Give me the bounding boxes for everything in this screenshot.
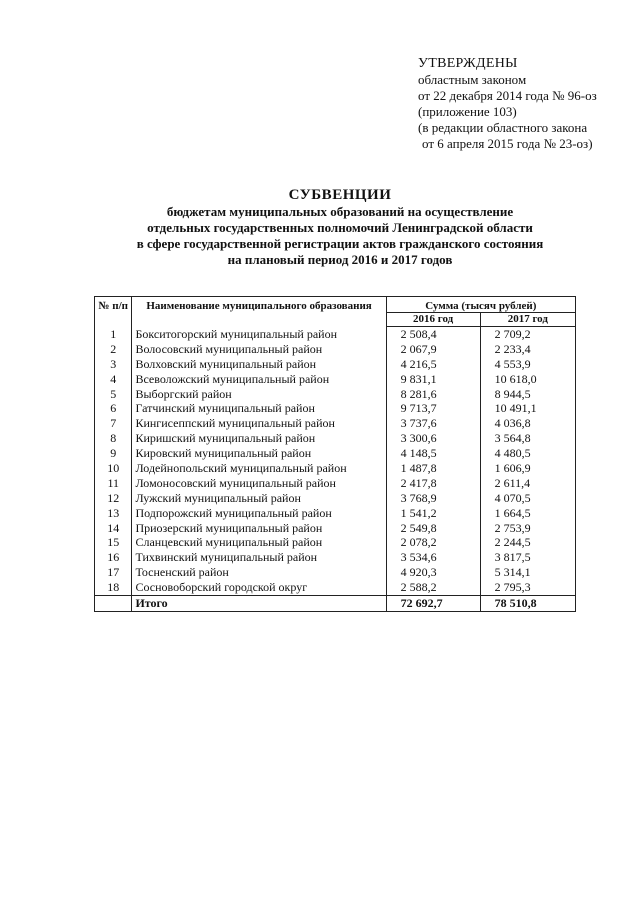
row-value-2016: 2 417,8: [386, 476, 480, 491]
row-value-2017: 4 070,5: [480, 491, 575, 506]
approval-line: от 6 апреля 2015 года № 23-оз): [422, 136, 593, 151]
row-municipality-name: Сосновоборский городской округ: [132, 580, 386, 595]
row-value-2016: 3 768,9: [386, 491, 480, 506]
table-row: [95, 327, 576, 342]
header-sum: [386, 297, 575, 313]
row-number: 4: [95, 372, 132, 387]
document-subtitle-line: бюджетам муниципальных образований на осуществление: [166, 204, 514, 219]
total-2016: 72 692,7: [386, 596, 480, 612]
total-label: Итого: [132, 596, 386, 612]
row-value-2016: 4 920,3: [386, 565, 480, 580]
document-title: СУБВЕНЦИИ: [288, 187, 392, 203]
row-municipality-name: Бокситогорский муниципальный район: [132, 327, 386, 342]
row-value-2016: 2 508,4: [386, 327, 480, 342]
header-name-label: Наименование муниципального образования: [146, 300, 372, 312]
row-value-2017: 2 611,4: [480, 476, 575, 491]
row-value-2017: 2 233,4: [480, 342, 575, 357]
row-value-2016: 2 067,9: [386, 342, 480, 357]
row-value-2016: 9 713,7: [386, 401, 480, 416]
table-row: [95, 401, 576, 416]
row-number: 10: [95, 461, 132, 476]
row-number: 13: [95, 506, 132, 521]
row-municipality-name: Тосненский район: [132, 565, 386, 580]
row-number: 17: [95, 565, 132, 580]
row-value-2017: 4 036,8: [480, 416, 575, 431]
table-row: [95, 461, 576, 476]
row-municipality-name: Тихвинский муниципальный район: [132, 550, 386, 565]
total-number-cell: [95, 596, 132, 612]
table-row: [95, 535, 576, 550]
row-value-2016: 4 148,5: [386, 446, 480, 461]
table-row: [95, 431, 576, 446]
row-value-2017: 10 491,1: [480, 401, 575, 416]
row-value-2017: 8 944,5: [480, 387, 575, 402]
row-number: 14: [95, 521, 132, 536]
row-value-2016: 2 078,2: [386, 535, 480, 550]
table-row: [95, 372, 576, 387]
header-year-2017: 2017 год: [480, 313, 575, 327]
row-number: 1: [95, 327, 132, 342]
row-value-2017: 5 314,1: [480, 565, 575, 580]
row-municipality-name: Гатчинский муниципальный район: [132, 401, 386, 416]
row-municipality-name: Приозерский муниципальный район: [132, 521, 386, 536]
approval-line: (в редакции областного закона: [418, 120, 588, 135]
row-value-2017: 2 709,2: [480, 327, 575, 342]
table-row: [95, 476, 576, 491]
row-value-2017: 2 753,9: [480, 521, 575, 536]
row-value-2017: 3 564,8: [480, 431, 575, 446]
row-municipality-name: Ломоносовский муниципальный район: [132, 476, 386, 491]
row-number: 15: [95, 535, 132, 550]
row-value-2017: 1 664,5: [480, 506, 575, 521]
header-number-label: № п/п: [98, 300, 128, 312]
row-value-2017: 2 795,3: [480, 580, 575, 595]
table-row: [95, 521, 576, 536]
row-number: 16: [95, 550, 132, 565]
header-sum-label: Сумма (тысяч рублей): [425, 300, 537, 312]
row-municipality-name: Лодейнопольский муниципальный район: [132, 461, 386, 476]
table-row: [95, 506, 576, 521]
table-row: [95, 550, 576, 565]
row-value-2016: 9 831,1: [386, 372, 480, 387]
total-2017: 78 510,8: [480, 596, 575, 612]
row-number: 18: [95, 580, 132, 595]
total-row: [95, 596, 576, 612]
row-number: 9: [95, 446, 132, 461]
header-name: [132, 297, 386, 327]
row-value-2017: 10 618,0: [480, 372, 575, 387]
table-row: [95, 580, 576, 595]
row-municipality-name: Волосовский муниципальный район: [132, 342, 386, 357]
row-value-2016: 3 737,6: [386, 416, 480, 431]
row-number: 6: [95, 401, 132, 416]
document-subtitle-line: отдельных государственных полномочий Ленинградской области: [147, 220, 533, 235]
table-row: [95, 357, 576, 372]
row-value-2016: 8 281,6: [386, 387, 480, 402]
row-municipality-name: Подпорожский муниципальный район: [132, 506, 386, 521]
row-number: 11: [95, 476, 132, 491]
row-municipality-name: Кировский муниципальный район: [132, 446, 386, 461]
table-row: [95, 446, 576, 461]
row-municipality-name: Выборгский район: [132, 387, 386, 402]
row-number: 12: [95, 491, 132, 506]
approval-heading: УТВЕРЖДЕНЫ: [418, 56, 518, 71]
row-value-2016: 1 541,2: [386, 506, 480, 521]
row-value-2016: 3 534,6: [386, 550, 480, 565]
table-row: [95, 387, 576, 402]
subsidies-table: [94, 296, 576, 612]
document-subtitle-line: в сфере государственной регистрации актов гражданского состояния: [136, 236, 544, 251]
document-subtitle-line: на плановый период 2016 и 2017 годов: [227, 252, 453, 267]
row-number: 7: [95, 416, 132, 431]
row-number: 8: [95, 431, 132, 446]
row-value-2017: 2 244,5: [480, 535, 575, 550]
row-number: 5: [95, 387, 132, 402]
header-number: [95, 297, 132, 327]
row-value-2017: 3 817,5: [480, 550, 575, 565]
row-value-2017: 4 480,5: [480, 446, 575, 461]
row-municipality-name: Кингисеппский муниципальный район: [132, 416, 386, 431]
table-row: [95, 416, 576, 431]
row-value-2016: 2 588,2: [386, 580, 480, 595]
table-row: [95, 342, 576, 357]
row-value-2016: 3 300,6: [386, 431, 480, 446]
row-number: 3: [95, 357, 132, 372]
approval-line: (приложение 103): [418, 104, 517, 119]
row-municipality-name: Всеволожский муниципальный район: [132, 372, 386, 387]
row-municipality-name: Лужский муниципальный район: [132, 491, 386, 506]
approval-stamp: [418, 56, 597, 152]
approval-line: от 22 декабря 2014 года № 96-оз: [418, 88, 597, 103]
header-year-2016: 2016 год: [386, 313, 480, 327]
row-value-2016: 2 549,8: [386, 521, 480, 536]
row-municipality-name: Волховский муниципальный район: [132, 357, 386, 372]
row-value-2017: 1 606,9: [480, 461, 575, 476]
row-value-2016: 4 216,5: [386, 357, 480, 372]
row-value-2017: 4 553,9: [480, 357, 575, 372]
row-number: 2: [95, 342, 132, 357]
table-row: [95, 491, 576, 506]
row-value-2016: 1 487,8: [386, 461, 480, 476]
approval-line: областным законом: [418, 72, 527, 87]
row-municipality-name: Сланцевский муниципальный район: [132, 535, 386, 550]
document-title-block: [60, 186, 620, 268]
table-row: [95, 565, 576, 580]
row-municipality-name: Киришский муниципальный район: [132, 431, 386, 446]
